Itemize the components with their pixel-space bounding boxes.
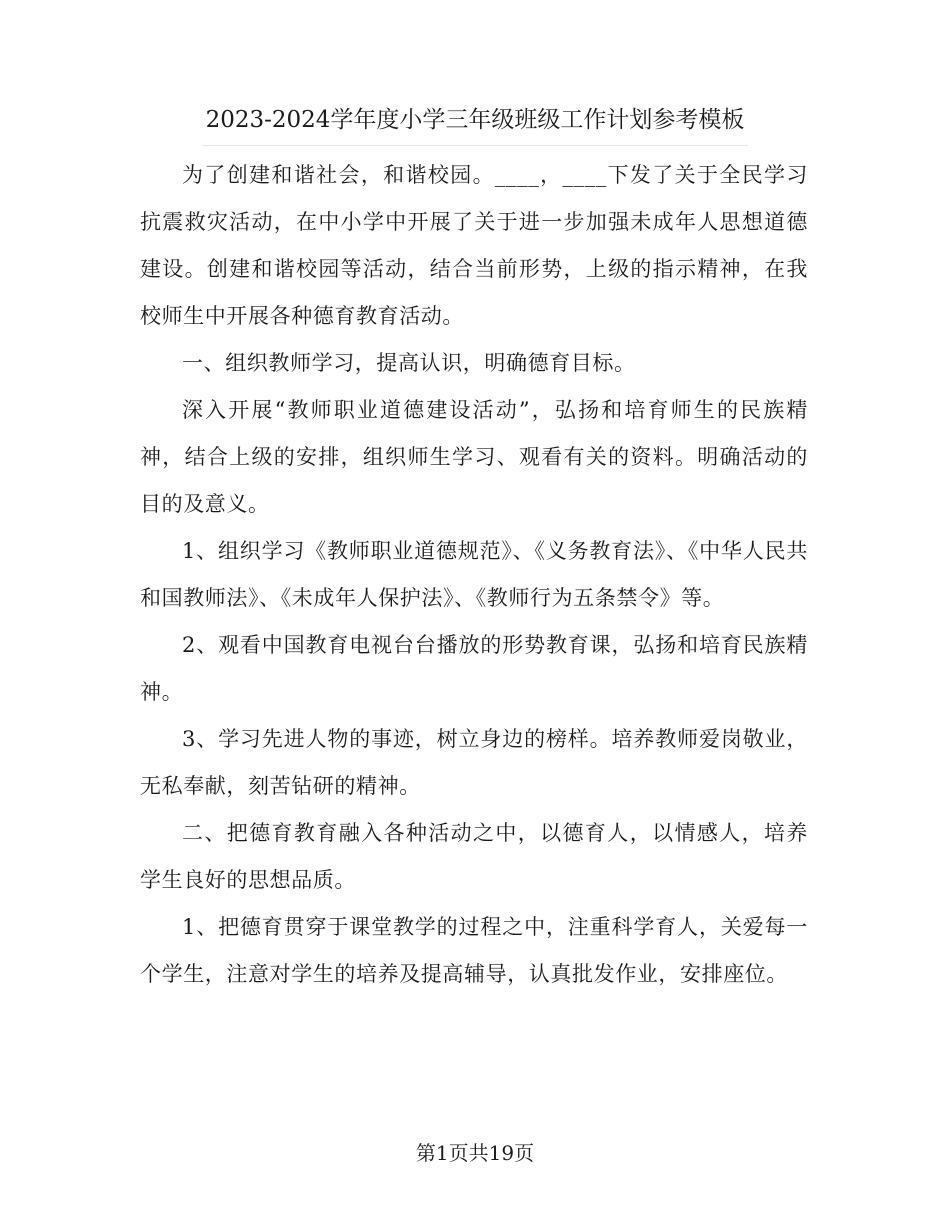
paragraph: 一、组织教师学习，提高认识，明确德育目标。 bbox=[182, 351, 636, 375]
paragraph: 二、把德育教育融入各种活动之中，以德育人，以情感人，培养学生良好的思想品质。 bbox=[140, 821, 808, 892]
paragraph: 为了创建和谐社会，和谐校园。____，____下发了关于全民学习抗震救灾活动，在中小学中开展了关于进一步加强未成年人思想道德建设。创建和谐校园等活动，结合当前形势，上级的指示精神，在我校师生中开展各种德育教育活动。 bbox=[140, 163, 808, 328]
paragraph: 1、把德育贯穿于课堂教学的过程之中，注重科学育人，关爱每一个学生，注意对学生的培养及提高辅导，认真批发作业，安排座位。 bbox=[140, 915, 808, 986]
paragraph: 深入开展“教师职业道德建设活动”，弘扬和培育师生的民族精神，结合上级的安排，组织师生学习、观看有关的资料。明确活动的目的及意义。 bbox=[140, 398, 808, 516]
title-container bbox=[150, 95, 800, 146]
document-body bbox=[140, 152, 808, 998]
page-number-footer: 第1页共19页 bbox=[415, 1141, 535, 1165]
paragraph: 3、学习先进人物的事迹，树立身边的榜样。培养教师爱岗敬业，无私奉献，刻苦钻研的精神。 bbox=[140, 727, 808, 798]
paragraph: 1、组织学习《教师职业道德规范》、《义务教育法》、《中华人民共和国教师法》、《未成年人保护法》、《教师行为五条禁令》等。 bbox=[140, 539, 808, 610]
document-title: 2023-2024学年度小学三年级班级工作计划参考模板 bbox=[202, 95, 749, 146]
paragraph: 2、观看中国教育电视台台播放的形势教育课，弘扬和培育民族精神。 bbox=[140, 633, 808, 704]
